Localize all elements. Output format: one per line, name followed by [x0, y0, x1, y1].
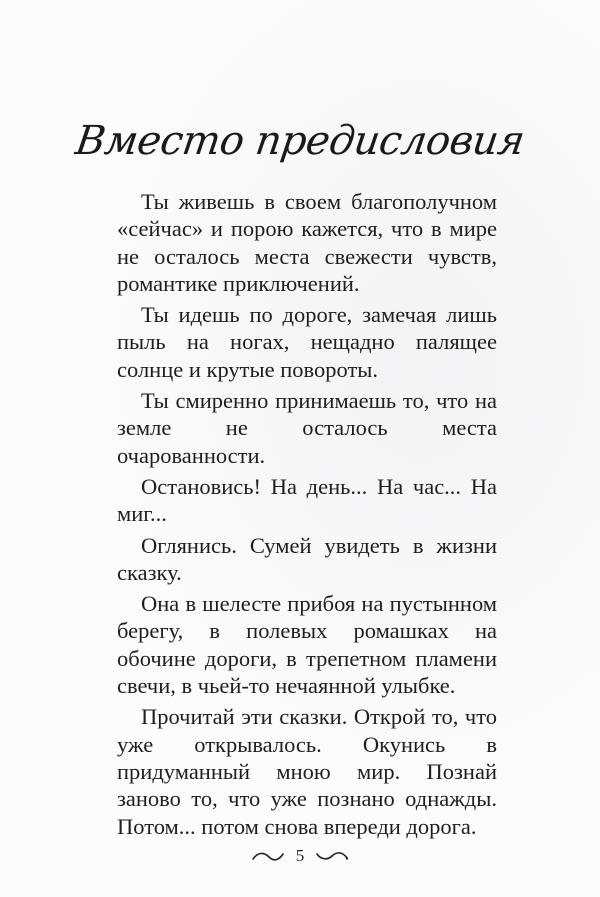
- page-footer: [0, 846, 600, 866]
- paragraph: Она в шелесте прибоя на пустынном берегу, в полевых ромашках на обочине дороги, в трепетном пламени свечи, в чьей-то нечаянной улыбке.: [117, 591, 497, 699]
- chapter-title: Вместо предисловия: [72, 118, 528, 164]
- paragraph: Ты живешь в своем благополучном «сейчас» и порою кажется, что в мире не осталось места свежести чувств, романтике приключений.: [117, 189, 497, 296]
- paragraph: Ты смиренно принимаешь то, что на земле не осталось места очарованности.: [117, 388, 497, 468]
- paragraph: Прочитай эти сказки. Открой то, что уже открывалось. Окунись в придуманный мною мир. Познай заново то, что уже познано однажды. Потом... потом снова впереди дорога.: [117, 704, 497, 839]
- paragraph: Оглянись. Сумей увидеть в жизни сказку.: [117, 532, 497, 585]
- paragraph: Остановись! На день... На час... На миг...: [117, 473, 497, 527]
- swash-right-icon: [316, 850, 348, 862]
- swash-left-icon: [252, 850, 284, 862]
- paragraph: Ты идешь по дороге, замечая лишь пыль на ногах, нещадно палящее солнце и крутые повороты.: [117, 302, 497, 382]
- page-number: 5: [295, 846, 305, 865]
- body-text: [117, 188, 497, 844]
